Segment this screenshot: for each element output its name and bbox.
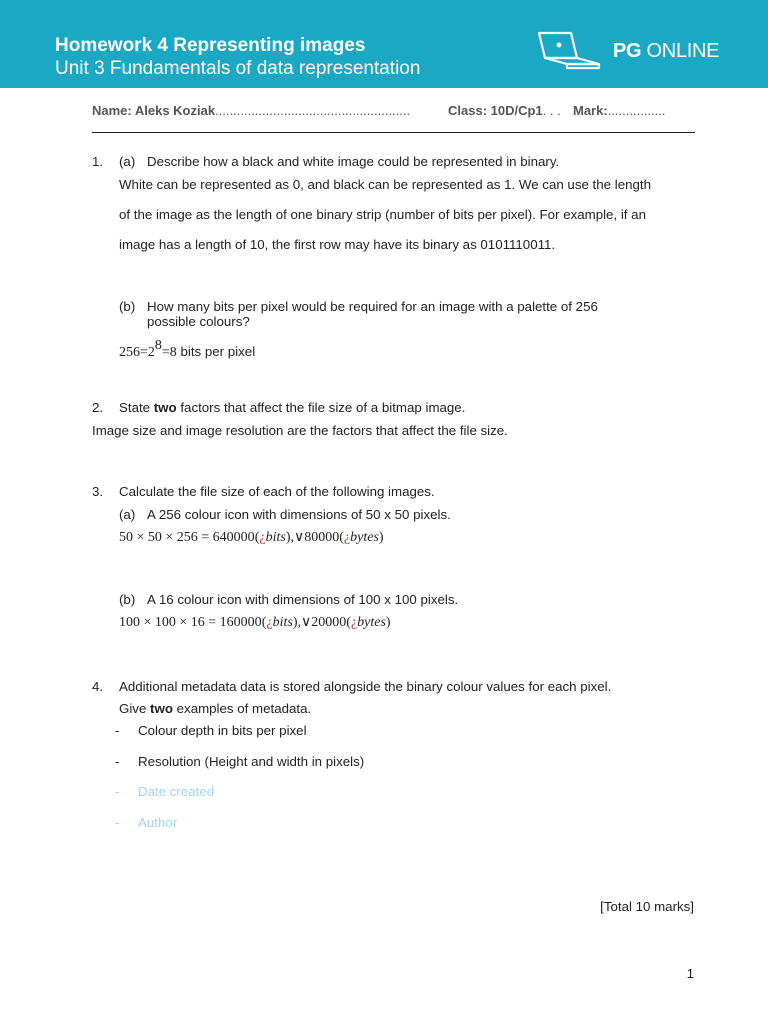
class-field: [448, 103, 561, 118]
q3b-close-paren: ),: [292, 615, 301, 630]
q1b-question-line-1: How many bits per pixel would be required for an image with a palette of 256: [147, 299, 598, 314]
mark-dots: ................: [607, 103, 666, 118]
document-subtitle: Unit 3 Fundamentals of data representation: [55, 58, 421, 79]
q1a-question: Describe how a black and white image could be represented in binary.: [147, 154, 560, 169]
q3a-close-paren: ),: [285, 530, 294, 545]
logo-rest: ONLINE: [641, 40, 720, 62]
mark-label: Mark:: [573, 103, 608, 118]
q3b-bytes-unit: bytes: [357, 615, 386, 630]
q3b-label: (b): [119, 592, 136, 607]
class-dots: . . .: [542, 103, 561, 118]
mark-field: [573, 103, 665, 118]
q3a-question: A 256 colour icon with dimensions of 50 x 50 pixels.: [147, 507, 451, 522]
q2-answer: Image size and image resolution are the factors that affect the file size.: [92, 423, 508, 438]
q3b-open-paren-2: (: [346, 615, 351, 630]
q4-item-1: Colour depth in bits per pixel: [138, 723, 307, 738]
q3a-calc: 50 × 50 × 256 = 640000: [119, 530, 255, 545]
q3b-inverted-question-mark: ¿: [266, 615, 273, 630]
q4-item-2: Resolution (Height and width in pixels): [138, 754, 365, 769]
q3a-open-paren-2: (: [339, 530, 344, 545]
q4-give-pre: Give: [119, 701, 151, 716]
q1b-question-line-2: possible colours?: [147, 314, 250, 329]
q4-question: Additional metadata data is stored alongside the binary colour values for each pixel.: [119, 679, 612, 694]
q1b-math-lhs: 256=2: [119, 345, 155, 360]
q4-item-1-bullet: -: [115, 723, 120, 738]
q1b-math-exponent: 8: [154, 338, 162, 353]
q4-give-bold: two: [150, 701, 173, 716]
q3b-inverted-question-mark-2: ¿: [350, 615, 358, 630]
q4-instruction: [119, 701, 311, 716]
q1a-answer-line-3: image has a length of 10, the first row may have its binary as 0101110011.: [119, 237, 556, 252]
q3a-inverted-question-mark: ¿: [259, 530, 266, 545]
q3b-question: A 16 colour icon with dimensions of 100 x 100 pixels.: [147, 592, 459, 607]
q3b-open-paren: (: [261, 615, 267, 630]
document-title: Homework 4 Representing images: [55, 35, 366, 56]
q2-text-bold: two: [153, 400, 177, 415]
name-dots: ......................................................: [215, 103, 411, 118]
q1a-answer-line-2: of the image as the length of one binary strip (number of bits per pixel). For example, if an: [119, 207, 646, 222]
q3b-close-paren-2: ): [385, 615, 391, 630]
q3b-answer: [119, 614, 391, 631]
q1b-answer: [119, 338, 255, 361]
q3a-answer: [119, 529, 384, 546]
class-label: Class: 10D/Cp1: [448, 103, 543, 118]
q2-number: 2.: [92, 400, 104, 415]
q3a-open-paren: (: [254, 530, 260, 545]
name-label: Name: Aleks Koziak: [92, 103, 216, 118]
q3b-bytes-value: ∨20000: [300, 615, 347, 630]
q4-item-4: Author: [138, 815, 178, 830]
q4-number: 4.: [92, 679, 104, 694]
q1b-answer-suffix: bits per pixel: [176, 344, 256, 359]
q3a-bits-unit: bits: [265, 530, 286, 545]
q3-number: 3.: [92, 484, 104, 499]
q1a-answer-line-1: White can be represented as 0, and black can be represented as 1. We can use the length: [119, 177, 651, 192]
q4-item-3-bullet: -: [115, 784, 120, 799]
q3-question: Calculate the file size of each of the following images.: [119, 484, 435, 499]
q4-give-post: examples of metadata.: [172, 701, 312, 716]
logo-wordmark: [613, 40, 719, 63]
q3a-label: (a): [119, 507, 136, 522]
header-banner: [0, 0, 768, 88]
name-field: [92, 103, 410, 118]
laptop-icon: [533, 30, 608, 78]
page-number: 1: [686, 966, 694, 981]
pg-online-logo: [533, 30, 733, 78]
logo-bold: PG: [613, 40, 642, 62]
q2-text-pre: State: [119, 400, 154, 415]
q3a-inverted-question-mark-2: ¿: [343, 530, 351, 545]
q4-item-4-bullet: -: [115, 815, 120, 830]
total-marks: [Total 10 marks]: [600, 899, 694, 914]
header-divider: [92, 132, 695, 133]
q2-text-post: factors that affect the file size of a bitmap image.: [176, 400, 466, 415]
q2-question: [119, 400, 465, 415]
q4-item-2-bullet: -: [115, 754, 120, 769]
q1b-label: (b): [119, 299, 136, 314]
q3b-bits-unit: bits: [272, 615, 293, 630]
q3b-calc: 100 × 100 × 16 = 160000: [119, 615, 262, 630]
q3a-close-paren-2: ): [378, 530, 384, 545]
q1a-label: (a): [119, 154, 136, 169]
q1-number: 1.: [92, 154, 104, 169]
q3a-bytes-value: ∨80000: [293, 530, 340, 545]
q3a-bytes-unit: bytes: [350, 530, 379, 545]
q1b-math-rhs: =8: [161, 345, 177, 360]
q4-item-3: Date created: [138, 784, 215, 799]
